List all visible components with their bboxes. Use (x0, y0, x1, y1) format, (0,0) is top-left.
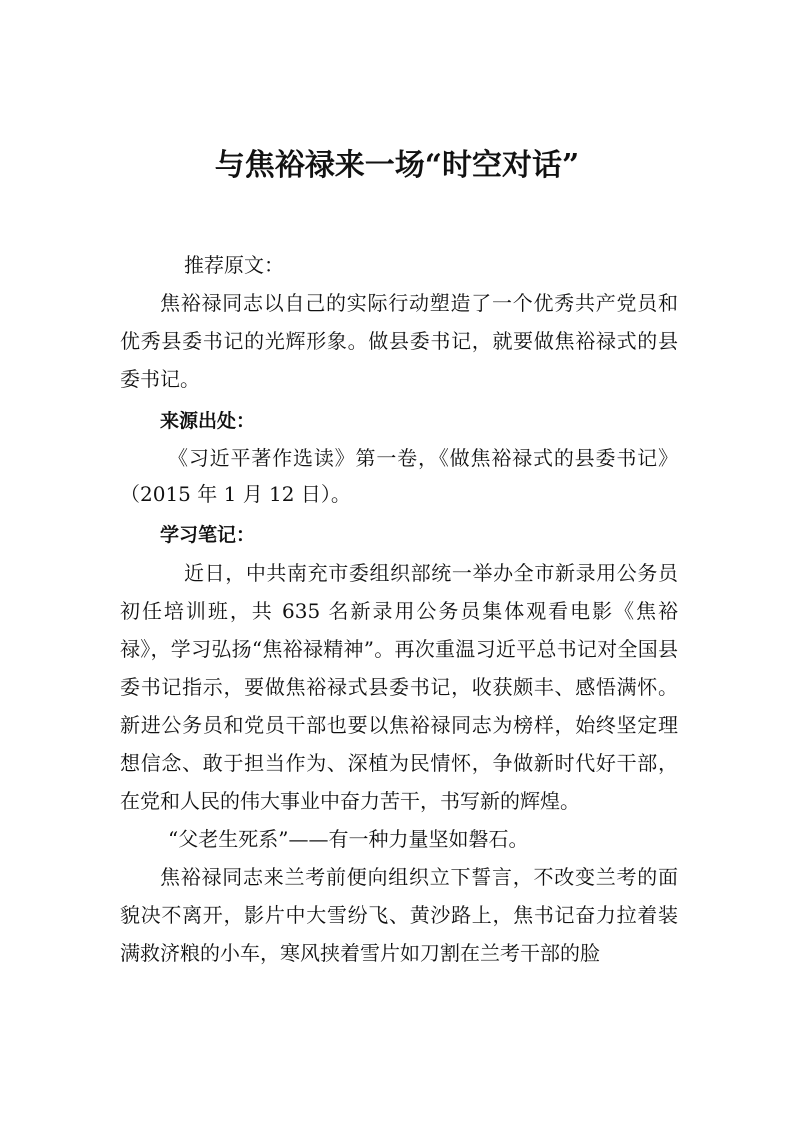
notes-heading: 学习笔记： (160, 524, 256, 546)
source-text: 《习近平著作选读》第一卷，《做焦裕禄式的县委书记》（2015 年 1 月 12 日）。 (120, 446, 678, 506)
recommend-text: 焦裕禄同志以自己的实际行动塑造了一个优秀共产党员和优秀县委书记的光辉形象。做县委书记，就要做焦裕禄式的县委书记。 (120, 291, 678, 391)
quote-line: “父老生死系”——有一种力量坚如磐石。 (168, 827, 529, 851)
document-body (120, 246, 678, 972)
notes-paragraph-1: 近日，中共南充市委组织部统一举办全市新录用公务员初任培训班，共 635 名新录用公务员集体观看电影《焦裕禄》，学习弘扬“焦裕禄精神”。再次重温习近平总书记对全国县委书记指示，要做焦裕禄式县委书记，收获颇丰、感悟满怀。新进公务员和党员干部也要以焦裕禄同志为榜样，始终坚定理想信念、敢于担当作为、深植为民情怀，争做新时代好干部，在党和人民的伟大事业中奋力苦干，书写新的辉煌。 (120, 561, 678, 813)
source-heading: 来源出处： (160, 410, 256, 432)
notes-paragraph-2: 焦裕禄同志来兰考前便向组织立下誓言，不改变兰考的面貌决不离开，影片中大雪纷飞、黄沙路上，焦书记奋力拉着装满救济粮的小车，寒风挟着雪片如刀割在兰考干部的脸 (120, 865, 678, 965)
document-title: 与焦裕禄来一场“时空对话” (214, 148, 580, 183)
recommend-label: 推荐原文： (184, 253, 284, 277)
